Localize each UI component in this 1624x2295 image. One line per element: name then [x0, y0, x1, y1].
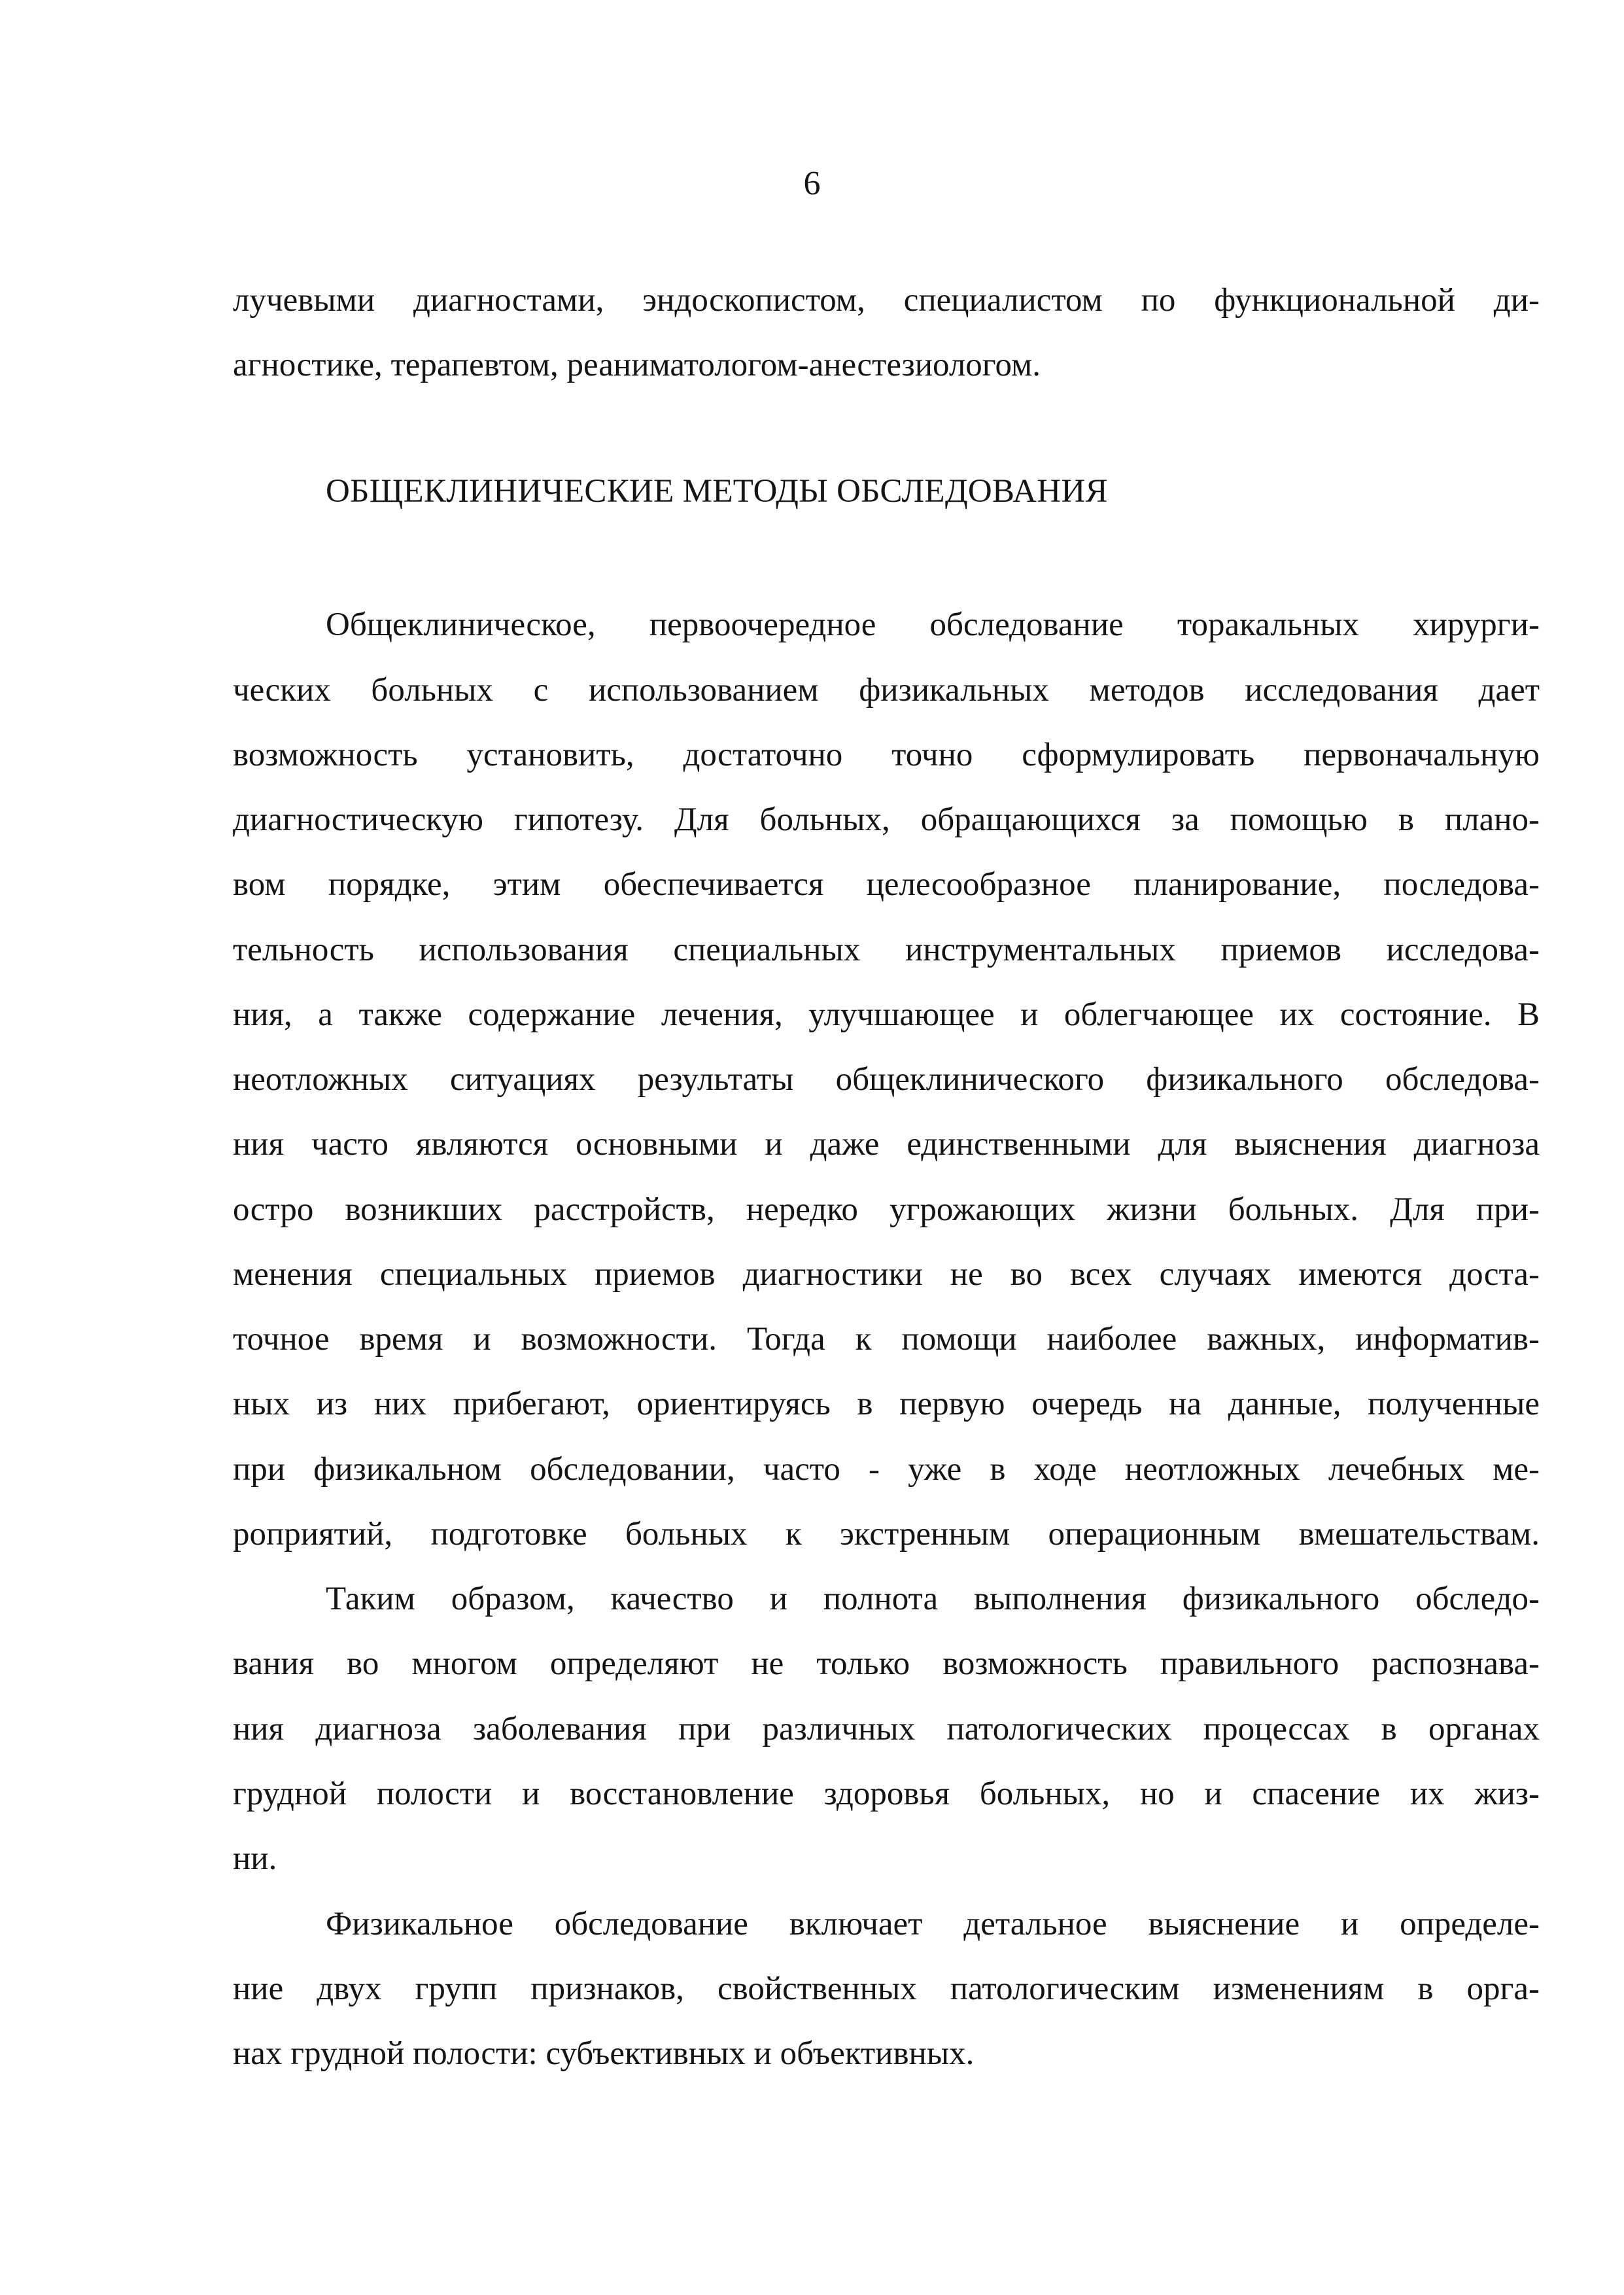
text-line: диагностическую гипотезу. Для больных, обращающихся за помощью в плано- [233, 801, 1540, 838]
text-line: менения специальных приемов диагностики не во всех случаях имеются доста- [233, 1256, 1540, 1293]
text-line: ние двух групп признаков, свойственных патологическим изменениям в орга- [233, 1971, 1540, 2007]
text-line: ния, а также содержание лечения, улучшающее и облегчающее их состояние. В [233, 996, 1540, 1033]
text-line: тельность использования специальных инструментальных приемов исследова- [233, 932, 1540, 968]
text-line: Таким образом, качество и полнота выполнения физикального обследо- [326, 1581, 1540, 1617]
text-line: вания во многом определяют не только возможность правильного распознава- [233, 1645, 1540, 1682]
text-line: ния диагноза заболевания при различных патологических процессах в органах [233, 1711, 1540, 1747]
text-line: ния часто являются основными и даже единственными для выяснения диагноза [233, 1126, 1540, 1163]
section-heading: ОБЩЕКЛИНИЧЕСКИЕ МЕТОДЫ ОБСЛЕДОВАНИЯ [326, 473, 1108, 510]
text-line: ных из них прибегают, ориентируясь в первую очередь на данные, полученные [233, 1386, 1540, 1422]
text-line: возможность установить, достаточно точно сформулировать первоначальную [233, 737, 1540, 773]
text-line: ческих больных с использованием физикальных методов исследования дает [233, 672, 1540, 709]
text-line: ни. [233, 1840, 277, 1877]
text-line: при физикальном обследовании, часто - уже в ходе неотложных лечебных ме- [233, 1451, 1540, 1488]
text-line: Физикальное обследование включает детальное выяснение и определе- [326, 1906, 1540, 1942]
text-line: точное время и возможности. Тогда к помощи наиболее важных, информатив- [233, 1321, 1540, 1358]
text-line: Общеклиническое, первоочередное обследование торакальных хирурги- [326, 606, 1540, 643]
text-line: остро возникших расстройств, нередко угрожающих жизни больных. Для при- [233, 1191, 1540, 1228]
text-line: роприятий, подготовке больных к экстренным операционным вмешательствам. [233, 1516, 1540, 1552]
page-number: 6 [803, 165, 821, 202]
text-line: агностике, терапевтом, реаниматологом-анестезиологом. [233, 347, 1041, 383]
text-line: лучевыми диагностами, эндоскопистом, специалистом по функциональной ди- [233, 282, 1540, 319]
text-line: вом порядке, этим обеспечивается целесообразное планирование, последова- [233, 866, 1540, 903]
text-line: нах грудной полости: субъективных и объективных. [233, 2035, 975, 2072]
text-line: грудной полости и восстановление здоровья больных, но и спасение их жиз- [233, 1776, 1540, 1812]
text-line: неотложных ситуациях результаты общеклинического физикального обследова- [233, 1061, 1540, 1098]
